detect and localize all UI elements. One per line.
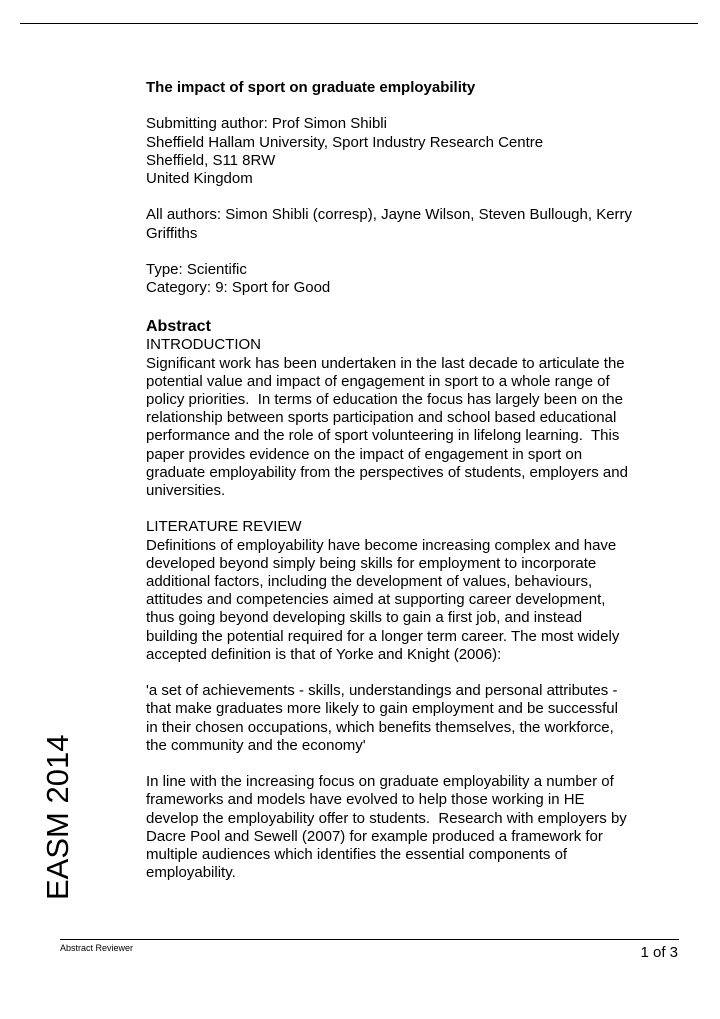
document-title: The impact of sport on graduate employability [146,79,476,96]
paragraph-line: accepted definition is that of Yorke and Knight (2006): [146,645,502,663]
paragraph-line: Significant work has been undertaken in the last decade to articulate the [146,354,625,372]
submitting-author-line: Submitting author: Prof Simon Shibli [146,115,387,133]
paragraph-line: develop the employability offer to students. Research with employers by [146,809,627,827]
paragraph-line: thus going beyond developing skills to gain a first job, and instead [146,609,583,627]
paragraph-line: Definitions of employability have become increasing complex and have [146,536,617,554]
paragraph-line: universities. [146,482,226,500]
paragraph-line: In line with the increasing focus on graduate employability a number of [146,773,614,791]
paragraph-line: multiple audiences which identifies the essential components of [146,846,568,864]
author-city-line: Sheffield, S11 8RW [146,151,276,169]
side-label-easm: EASM 2014 [40,734,75,900]
introduction-heading: INTRODUCTION [146,336,261,354]
paragraph-line: potential value and impact of engagement in sport to a whole range of [146,372,610,390]
paragraph-line: paper provides evidence on the impact of engagement in sport on [146,445,583,463]
top-rule [20,23,698,24]
abstract-heading: Abstract [146,318,211,336]
quote-line: that make graduates more likely to gain employment and be successful [146,700,618,718]
quote-line: in their chosen occupations, which benefits themselves, the workforce, [146,718,614,736]
paragraph-line: graduate employability from the perspectives of students, employers and [146,463,628,481]
paragraph-line: building the potential required for a longer term career. The most widely [146,627,620,645]
paragraph-line: developed beyond simply being skills for employment to incorporate [146,554,597,572]
paragraph-line: policy priorities. In terms of education the focus has largely been on the [146,391,623,408]
all-authors-line-continued: Griffiths [146,224,198,242]
abstract-category: Category: 9: Sport for Good [146,279,331,297]
paragraph-line: relationship between sports participation and school based educational [146,409,617,427]
abstract-content [146,79,666,882]
all-authors-block [146,206,666,242]
paragraph-line: performance and the role of sport volunteering in lifelong learning. This [146,427,620,445]
paragraph-line: frameworks and models have evolved to help those working in HE [146,791,585,809]
literature-review-paragraph [146,537,666,664]
literature-review-section [146,518,666,664]
page-number: 1 of 3 [640,944,678,961]
footer-reviewer-label: Abstract Reviewer [60,943,134,953]
literature-review-heading: LITERATURE REVIEW [146,518,302,536]
author-affiliation-line: Sheffield Hallam University, Sport Industry Research Centre [146,133,544,151]
employability-frameworks-paragraph [146,773,666,882]
quote-line: the community and the economy' [146,736,366,754]
paragraph-line: employability. [146,864,236,882]
paragraph-line: additional factors, including the development of values, behaviours, [146,573,593,591]
introduction-paragraph [146,355,666,501]
submitting-author-block [146,115,666,188]
type-category-block [146,261,666,297]
footer-rule [60,939,679,940]
author-country-line: United Kingdom [146,170,253,187]
quote-line: 'a set of achievements - skills, understandings and personal attributes - [146,682,618,700]
abstract-type: Type: Scientific [146,260,247,278]
definition-quote [146,682,666,755]
paragraph-line: Dacre Pool and Sewell (2007) for example produced a framework for [146,827,603,845]
introduction-section [146,336,666,500]
all-authors-line: All authors: Simon Shibli (corresp), Jayne Wilson, Steven Bullough, Kerry [146,206,633,224]
paragraph-line: attitudes and competencies aimed at supporting career development, [146,591,606,609]
